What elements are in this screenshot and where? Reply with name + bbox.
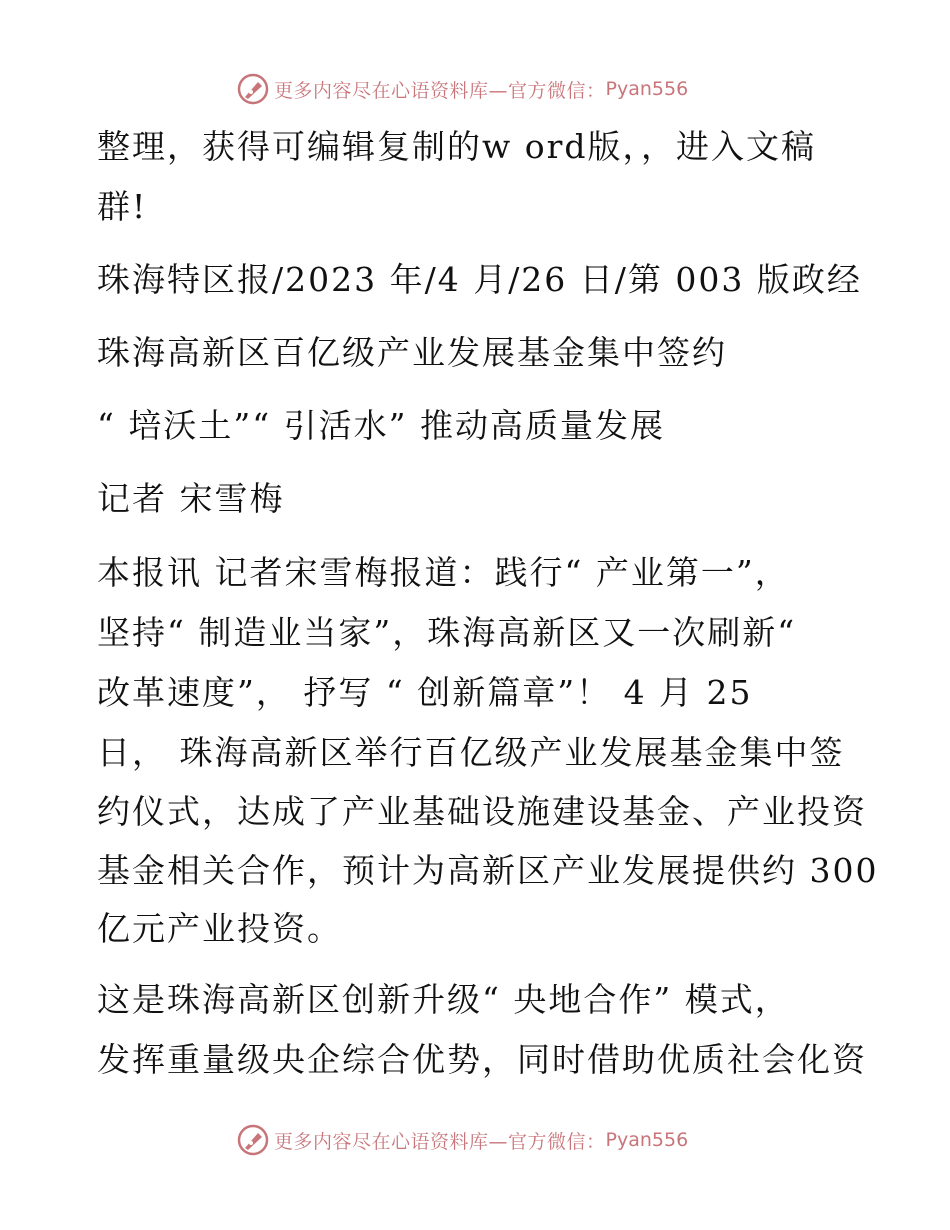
paragraph-line: 坚持“ 制造业当家”，珠海高新区又一次刷新“ (97, 613, 797, 652)
watermark-handle: Pyan556 (605, 1129, 689, 1151)
headline: 珠海高新区百亿级产业发展基金集中签约 (97, 333, 727, 372)
byline: 记者 宋雪梅 (97, 479, 285, 518)
source-line: 珠海特区报/2023 年/4 月/26 日/第 003 版政经 (97, 260, 862, 299)
paragraph-line: 亿元产业投资。 (97, 909, 342, 948)
paragraph-line: 发挥重量级央企综合优势，同时借助优质社会化资 (97, 1040, 867, 1079)
footer-watermark (236, 1123, 688, 1157)
paragraph-line: 约仪式，达成了产业基础设施建设基金、产业投资 (97, 792, 867, 831)
watermark-handle: Pyan556 (605, 78, 689, 100)
pen-nib-circle-icon (236, 72, 270, 106)
paragraph-line: 这是珠海高新区创新升级“ 央地合作” 模式， (97, 980, 790, 1019)
watermark-text: 更多内容尽在心语资料库—官方微信： (274, 79, 606, 102)
paragraph-line: 基金相关合作，预计为高新区产业发展提供约 300 (97, 851, 879, 890)
subheadline: “ 培沃土”“ 引活水” 推动高质量发展 (97, 406, 665, 445)
paragraph-line: 本报讯 记者宋雪梅报道：践行“ 产业第一”， (97, 553, 790, 592)
text-line: 群! (97, 187, 148, 226)
header-watermark (236, 72, 688, 106)
pen-nib-circle-icon (236, 1123, 270, 1157)
paragraph-line: 改革速度”， 抒写 “ 创新篇章”！ 4 月 25 (97, 673, 753, 712)
text-line: 整理，获得可编辑复制的w ord版，，进入文稿 (97, 127, 817, 166)
paragraph-line: 日， 珠海高新区举行百亿级产业发展基金集中签 (97, 733, 845, 772)
watermark-text: 更多内容尽在心语资料库—官方微信： (274, 1130, 606, 1153)
